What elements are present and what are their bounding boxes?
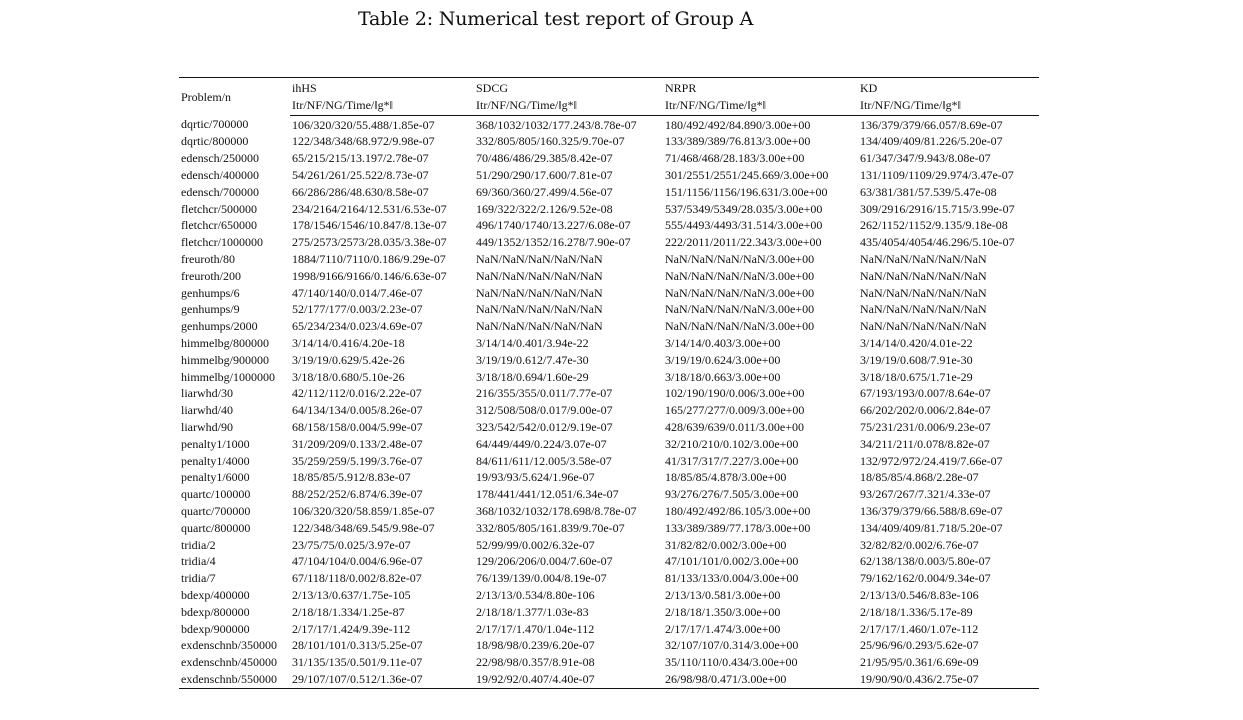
ihhs-cell: 234/2164/2164/12.531/6.53e-07 [292, 201, 447, 216]
nrpr-cell: NaN/NaN/NaN/NaN/3.00e+00 [665, 319, 815, 334]
kd-cell: NaN/NaN/NaN/NaN/NaN [860, 302, 987, 317]
nrpr-cell: 165/277/277/0.009/3.00e+00 [665, 403, 805, 418]
kd-cell: 75/231/231/0.006/9.23e-07 [860, 419, 991, 434]
sdcg-cell: 76/139/139/0.004/8.19e-07 [476, 571, 607, 586]
sdcg-cell: NaN/NaN/NaN/NaN/NaN [476, 302, 603, 317]
sdcg-cell: 19/93/93/5.624/1.96e-07 [476, 470, 595, 485]
kd-cell: 3/18/18/0.675/1.71e-29 [860, 369, 973, 384]
sdcg-cell: 449/1352/1352/16.278/7.90e-07 [476, 235, 631, 250]
ihhs-cell: 178/1546/1546/10.847/8.13e-07 [292, 218, 447, 233]
kd-cell: 435/4054/4054/46.296/5.10e-07 [860, 235, 1015, 250]
table-row [179, 402, 1039, 419]
problem-cell: edensch/700000 [181, 184, 259, 199]
header-method-ihhs: ihHS [290, 78, 474, 97]
nrpr-cell: NaN/NaN/NaN/NaN/3.00e+00 [665, 285, 815, 300]
table-row [179, 486, 1039, 503]
table-row [179, 654, 1039, 671]
header-row-metrics [179, 97, 1039, 115]
kd-cell: NaN/NaN/NaN/NaN/NaN [860, 268, 987, 283]
table-row [179, 520, 1039, 537]
problem-cell: himmelbg/800000 [181, 335, 269, 350]
sdcg-cell: 312/508/508/0.017/9.00e-07 [476, 403, 613, 418]
nrpr-cell: 81/133/133/0.004/3.00e+00 [665, 571, 799, 586]
nrpr-cell: 180/492/492/84.890/3.00e+00 [665, 117, 811, 132]
sdcg-cell: 3/14/14/0.401/3.94e-22 [476, 335, 589, 350]
nrpr-cell: 18/85/85/4.878/3.00e+00 [665, 470, 787, 485]
kd-cell: 79/162/162/0.004/9.34e-07 [860, 571, 991, 586]
table-row [179, 587, 1039, 604]
problem-cell: bdexp/400000 [181, 587, 250, 602]
sdcg-cell: 323/542/542/0.012/9.19e-07 [476, 419, 613, 434]
table-row [179, 115, 1039, 133]
table-row [179, 637, 1039, 654]
sdcg-cell: 52/99/99/0.002/6.32e-07 [476, 537, 595, 552]
ihhs-cell: 3/19/19/0.629/5.42e-26 [292, 352, 405, 367]
table-row [179, 318, 1039, 335]
problem-cell: penalty1/6000 [181, 470, 250, 485]
ihhs-cell: 122/348/348/69.545/9.98e-07 [292, 520, 435, 535]
table-row [179, 184, 1039, 201]
nrpr-cell: 2/13/13/0.581/3.00e+00 [665, 587, 781, 602]
ihhs-cell: 1884/7110/7110/0.186/9.29e-07 [292, 251, 446, 266]
sdcg-cell: 3/19/19/0.612/7.47e-30 [476, 352, 589, 367]
table-row [179, 436, 1039, 453]
ihhs-cell: 67/118/118/0.002/8.82e-07 [292, 571, 422, 586]
nrpr-cell: 151/1156/1156/196.631/3.00e+00 [665, 184, 828, 199]
nrpr-cell: 133/389/389/77.178/3.00e+00 [665, 520, 811, 535]
sdcg-cell: 2/18/18/1.377/1.03e-83 [476, 604, 589, 619]
problem-cell: exdenschnb/350000 [181, 638, 277, 653]
kd-cell: 62/138/138/0.003/5.80e-07 [860, 554, 991, 569]
ihhs-cell: 31/135/135/0.501/9.11e-07 [292, 655, 423, 670]
problem-cell: freuroth/200 [181, 268, 241, 283]
problem-cell: fletchcr/650000 [181, 218, 257, 233]
problem-cell: tridia/7 [181, 571, 216, 586]
table-row [179, 167, 1039, 184]
ihhs-cell: 1998/9166/9166/0.146/6.63e-07 [292, 268, 447, 283]
table-row [179, 453, 1039, 470]
kd-cell: 2/18/18/1.336/5.17e-89 [860, 604, 973, 619]
table-row [179, 537, 1039, 554]
sdcg-cell: 368/1032/1032/177.243/8.78e-07 [476, 117, 637, 132]
nrpr-cell: 301/2551/2551/245.669/3.00e+00 [665, 167, 829, 182]
sdcg-cell: NaN/NaN/NaN/NaN/NaN [476, 285, 603, 300]
kd-cell: 67/193/193/0.007/8.64e-07 [860, 386, 991, 401]
ihhs-cell: 2/13/13/0.637/1.75e-105 [292, 587, 411, 602]
kd-cell: 134/409/409/81.718/5.20e-07 [860, 520, 1003, 535]
problem-cell: exdenschnb/450000 [181, 655, 277, 670]
header-method-kd: KD [858, 78, 1039, 97]
kd-cell: 134/409/409/81.226/5.20e-07 [860, 134, 1003, 149]
header-method-sdcg: SDCG [474, 78, 663, 97]
nrpr-cell: 180/492/492/86.105/3.00e+00 [665, 503, 811, 518]
sdcg-cell: 18/98/98/0.239/6.20e-07 [476, 638, 595, 653]
nrpr-cell: 555/4493/4493/31.514/3.00e+00 [665, 218, 823, 233]
ihhs-cell: 122/348/348/68.972/9.98e-07 [292, 134, 435, 149]
sdcg-cell: 368/1032/1032/178.698/8.78e-07 [476, 503, 637, 518]
ihhs-cell: 52/177/177/0.003/2.23e-07 [292, 302, 423, 317]
kd-cell: 2/13/13/0.546/8.83e-106 [860, 587, 979, 602]
results-table-container [179, 77, 1039, 689]
problem-cell: himmelbg/1000000 [181, 369, 275, 384]
kd-cell: 18/85/85/4.868/2.28e-07 [860, 470, 979, 485]
table-row [179, 385, 1039, 402]
table-row [179, 268, 1039, 285]
nrpr-cell: 93/276/276/7.505/3.00e+00 [665, 487, 799, 502]
kd-cell: 2/17/17/1.460/1.07e-112 [860, 621, 979, 636]
table-row [179, 285, 1039, 302]
table-row [179, 234, 1039, 251]
problem-cell: penalty1/1000 [181, 436, 250, 451]
nrpr-cell: 32/107/107/0.314/3.00e+00 [665, 638, 799, 653]
kd-cell: 136/379/379/66.588/8.69e-07 [860, 503, 1003, 518]
problem-cell: dqrtic/700000 [181, 117, 249, 132]
table-row [179, 671, 1039, 688]
sdcg-cell: 2/17/17/1.470/1.04e-112 [476, 621, 595, 636]
ihhs-cell: 47/140/140/0.014/7.46e-07 [292, 285, 423, 300]
kd-cell: NaN/NaN/NaN/NaN/NaN [860, 285, 987, 300]
kd-cell: 131/1109/1109/29.974/3.47e-07 [860, 167, 1014, 182]
problem-cell: penalty1/4000 [181, 453, 250, 468]
sdcg-cell: 129/206/206/0.004/7.60e-07 [476, 554, 613, 569]
ihhs-cell: 42/112/112/0.016/2.22e-07 [292, 386, 422, 401]
ihhs-cell: 29/107/107/0.512/1.36e-07 [290, 671, 474, 688]
problem-cell: exdenschnb/550000 [179, 671, 290, 688]
problem-cell: edensch/250000 [181, 151, 259, 166]
table-row [179, 553, 1039, 570]
ihhs-cell: 68/158/158/0.004/5.99e-07 [292, 419, 423, 434]
sdcg-cell: 51/290/290/17.600/7.81e-07 [476, 167, 613, 182]
problem-cell: tridia/2 [181, 537, 216, 552]
table-row [179, 352, 1039, 369]
table-row [179, 369, 1039, 386]
kd-cell: 309/2916/2916/15.715/3.99e-07 [860, 201, 1015, 216]
sdcg-cell: 3/18/18/0.694/1.60e-29 [476, 369, 589, 384]
kd-cell: 21/95/95/0.361/6.69e-09 [860, 655, 979, 670]
nrpr-cell: 31/82/82/0.002/3.00e+00 [665, 537, 787, 552]
ihhs-cell: 54/261/261/25.522/8.73e-07 [292, 167, 429, 182]
nrpr-cell: 3/18/18/0.663/3.00e+00 [665, 369, 781, 384]
table-row [179, 150, 1039, 167]
kd-cell: 3/14/14/0.420/4.01e-22 [860, 335, 973, 350]
problem-cell: freuroth/80 [181, 251, 235, 266]
sdcg-cell: NaN/NaN/NaN/NaN/NaN [476, 251, 603, 266]
sdcg-cell: 64/449/449/0.224/3.07e-07 [476, 436, 607, 451]
kd-cell: 34/211/211/0.078/8.82e-07 [860, 436, 990, 451]
table-row [179, 503, 1039, 520]
ihhs-cell: 3/18/18/0.680/5.10e-26 [292, 369, 405, 384]
ihhs-cell: 66/286/286/48.630/8.58e-07 [292, 184, 429, 199]
problem-cell: liarwhd/90 [181, 419, 233, 434]
ihhs-cell: 35/259/259/5.199/3.76e-07 [292, 453, 423, 468]
problem-cell: genhumps/2000 [181, 319, 258, 334]
nrpr-cell: 222/2011/2011/22.343/3.00e+00 [665, 235, 822, 250]
table-body [179, 115, 1039, 688]
kd-cell: 132/972/972/24.419/7.66e-07 [860, 453, 1003, 468]
sdcg-cell: 332/805/805/160.325/9.70e-07 [476, 134, 625, 149]
table-row [179, 570, 1039, 587]
kd-cell: 25/96/96/0.293/5.62e-07 [860, 638, 979, 653]
sdcg-cell: 19/92/92/0.407/4.40e-07 [474, 671, 663, 688]
nrpr-cell: 41/317/317/7.227/3.00e+00 [665, 453, 799, 468]
nrpr-cell: 3/19/19/0.624/3.00e+00 [665, 352, 781, 367]
ihhs-cell: 47/104/104/0.004/6.96e-07 [292, 554, 423, 569]
header-metrics-ihhs: Itr/NF/NG/Time/‖g*‖ [290, 97, 474, 115]
header-method-nrpr: NRPR [663, 78, 858, 97]
nrpr-cell: 2/17/17/1.474/3.00e+00 [665, 621, 781, 636]
nrpr-cell: 32/210/210/0.102/3.00e+00 [665, 436, 799, 451]
sdcg-cell: 2/13/13/0.534/8.80e-106 [476, 587, 595, 602]
nrpr-cell: 3/14/14/0.403/3.00e+00 [665, 335, 781, 350]
ihhs-cell: 31/209/209/0.133/2.48e-07 [292, 436, 423, 451]
kd-cell: 63/381/381/57.539/5.47e-08 [860, 184, 997, 199]
ihhs-cell: 28/101/101/0.313/5.25e-07 [292, 638, 423, 653]
sdcg-cell: 69/360/360/27.499/4.56e-07 [476, 184, 613, 199]
problem-cell: fletchcr/1000000 [181, 235, 263, 250]
problem-cell: edensch/400000 [181, 167, 259, 182]
table-header [179, 78, 1039, 116]
table-row [179, 469, 1039, 486]
table-row [179, 419, 1039, 436]
nrpr-cell: NaN/NaN/NaN/NaN/3.00e+00 [665, 251, 815, 266]
table-row [179, 201, 1039, 218]
ihhs-cell: 23/75/75/0.025/3.97e-07 [292, 537, 411, 552]
kd-cell: 3/19/19/0.608/7.91e-30 [860, 352, 973, 367]
problem-cell: quartc/100000 [181, 487, 251, 502]
nrpr-cell: 47/101/101/0.002/3.00e+00 [665, 554, 799, 569]
kd-cell: 136/379/379/66.057/8.69e-07 [860, 117, 1003, 132]
problem-cell: bdexp/900000 [181, 621, 250, 636]
sdcg-cell: 178/441/441/12.051/6.34e-07 [476, 487, 619, 502]
kd-cell: 32/82/82/0.002/6.76e-07 [860, 537, 979, 552]
header-metrics-nrpr: Itr/NF/NG/Time/‖g*‖ [663, 97, 858, 115]
ihhs-cell: 106/320/320/58.859/1.85e-07 [292, 503, 435, 518]
ihhs-cell: 106/320/320/55.488/1.85e-07 [292, 117, 435, 132]
nrpr-cell: 71/468/468/28.183/3.00e+00 [665, 151, 805, 166]
sdcg-cell: 22/98/98/0.357/8.91e-08 [476, 655, 595, 670]
kd-cell: NaN/NaN/NaN/NaN/NaN [860, 319, 987, 334]
sdcg-cell: 70/486/486/29.385/8.42e-07 [476, 151, 613, 166]
kd-cell: 66/202/202/0.006/2.84e-07 [860, 403, 991, 418]
ihhs-cell: 3/14/14/0.416/4.20e-18 [292, 335, 405, 350]
problem-cell: bdexp/800000 [181, 604, 250, 619]
kd-cell: 61/347/347/9.943/8.08e-07 [860, 151, 991, 166]
nrpr-cell: 35/110/110/0.434/3.00e+00 [665, 655, 798, 670]
table-row [179, 604, 1039, 621]
sdcg-cell: 496/1740/1740/13.227/6.08e-07 [476, 218, 631, 233]
problem-cell: liarwhd/40 [181, 403, 233, 418]
results-table [179, 77, 1039, 689]
ihhs-cell: 18/85/85/5.912/8.83e-07 [292, 470, 411, 485]
table-row [179, 217, 1039, 234]
problem-cell: quartc/800000 [181, 520, 251, 535]
table-row [179, 251, 1039, 268]
problem-cell: genhumps/9 [181, 302, 240, 317]
problem-cell: fletchcr/500000 [181, 201, 257, 216]
kd-cell: 93/267/267/7.321/4.33e-07 [860, 487, 991, 502]
sdcg-cell: 332/805/805/161.839/9.70e-07 [476, 520, 625, 535]
header-metrics-sdcg: Itr/NF/NG/Time/‖g*‖ [474, 97, 663, 115]
kd-cell: 19/90/90/0.436/2.75e-07 [858, 671, 1039, 688]
table-row [179, 335, 1039, 352]
sdcg-cell: 216/355/355/0.011/7.77e-07 [476, 386, 613, 401]
nrpr-cell: 133/389/389/76.813/3.00e+00 [665, 134, 811, 149]
nrpr-cell: 26/98/98/0.471/3.00e+00 [663, 671, 858, 688]
nrpr-cell: NaN/NaN/NaN/NaN/3.00e+00 [665, 268, 815, 283]
nrpr-cell: 537/5349/5349/28.035/3.00e+00 [665, 201, 823, 216]
sdcg-cell: 84/611/611/12.005/3.58e-07 [476, 453, 612, 468]
ihhs-cell: 65/234/234/0.023/4.69e-07 [292, 319, 423, 334]
header-problem-label: Problem/n [179, 78, 290, 116]
ihhs-cell: 64/134/134/0.005/8.26e-07 [292, 403, 423, 418]
nrpr-cell: 428/639/639/0.011/3.00e+00 [665, 419, 804, 434]
kd-cell: 262/1152/1152/9.135/9.18e-08 [860, 218, 1008, 233]
ihhs-cell: 275/2573/2573/28.035/3.38e-07 [292, 235, 447, 250]
problem-cell: dqrtic/800000 [181, 134, 249, 149]
ihhs-cell: 88/252/252/6.874/6.39e-07 [292, 487, 423, 502]
kd-cell: NaN/NaN/NaN/NaN/NaN [860, 251, 987, 266]
header-row-methods [179, 78, 1039, 97]
sdcg-cell: NaN/NaN/NaN/NaN/NaN [476, 319, 603, 334]
sdcg-cell: NaN/NaN/NaN/NaN/NaN [476, 268, 603, 283]
nrpr-cell: 2/18/18/1.350/3.00e+00 [665, 604, 781, 619]
ihhs-cell: 2/18/18/1.334/1.25e-87 [292, 604, 405, 619]
table-caption: Table 2: Numerical test report of Group A [358, 8, 754, 30]
problem-cell: genhumps/6 [181, 285, 240, 300]
ihhs-cell: 2/17/17/1.424/9.39e-112 [292, 621, 411, 636]
nrpr-cell: NaN/NaN/NaN/NaN/3.00e+00 [665, 302, 815, 317]
table-row [179, 133, 1039, 150]
table-row [179, 301, 1039, 318]
problem-cell: quartc/700000 [181, 503, 251, 518]
nrpr-cell: 102/190/190/0.006/3.00e+00 [665, 386, 805, 401]
problem-cell: himmelbg/900000 [181, 352, 269, 367]
sdcg-cell: 169/322/322/2.126/9.52e-08 [476, 201, 613, 216]
ihhs-cell: 65/215/215/13.197/2.78e-07 [292, 151, 429, 166]
table-row [179, 621, 1039, 638]
problem-cell: tridia/4 [181, 554, 216, 569]
problem-cell: liarwhd/30 [181, 386, 233, 401]
header-metrics-kd: Itr/NF/NG/Time/‖g*‖ [858, 97, 1039, 115]
